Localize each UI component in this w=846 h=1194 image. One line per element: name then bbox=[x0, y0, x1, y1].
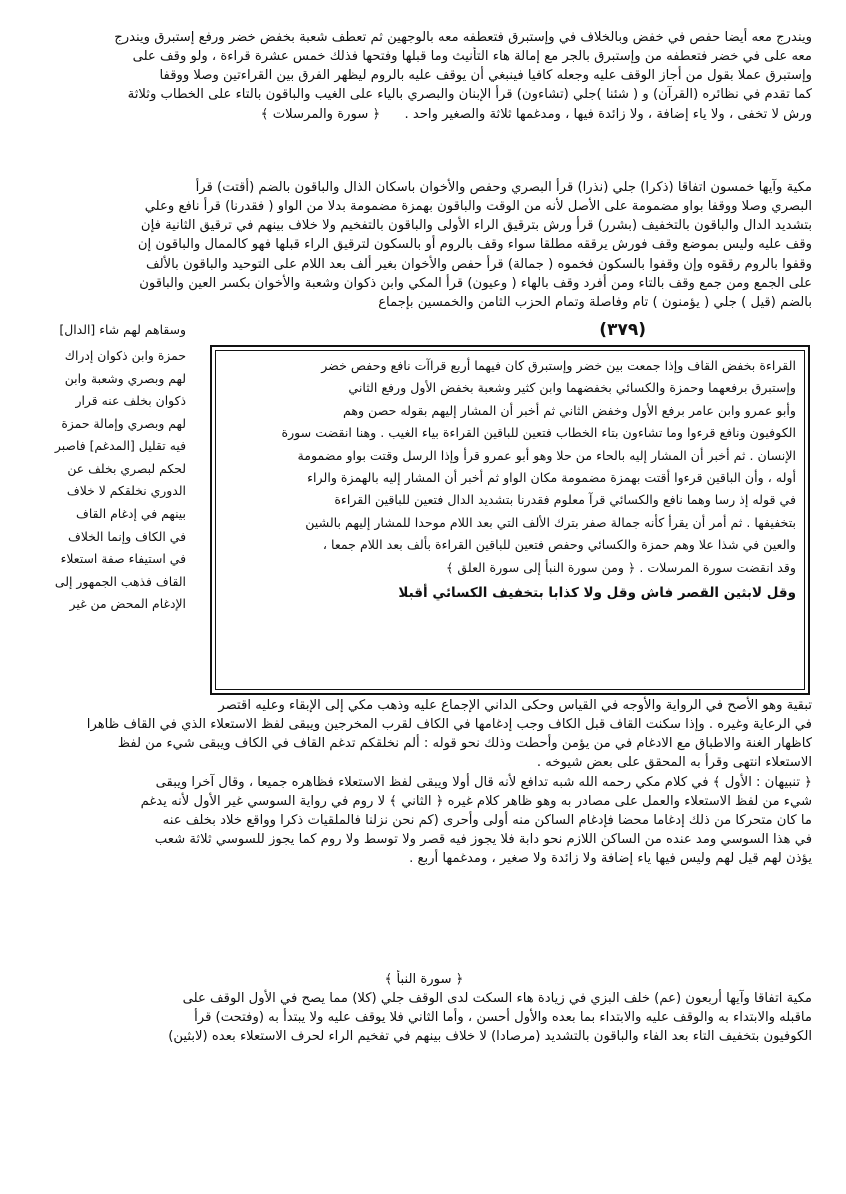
side-line: في الكاف وإنما الخلاف bbox=[67, 528, 186, 544]
side-line: لهم وبصري وإمالة حمزة bbox=[61, 415, 186, 431]
side-line: فيه تقليل [المدغم] فاصبر bbox=[54, 438, 186, 454]
framed-line: وقد انقضت سورة المرسلات . ﴿ ومن سورة النبأ إلى سورة العلق ﴾ bbox=[446, 559, 796, 575]
surah-naba-heading: ﴿ سورة النبأ ﴾ bbox=[384, 972, 464, 987]
side-line: بينهم في إدغام القاف bbox=[76, 506, 186, 522]
text-line: مكية وآيها خمسون اتفاقا (ذكرا) جلي (نذرا) قرأ البصري وحفص والأخوان باسكان الذال والباقون بالضم (أقتت) قرأ bbox=[195, 180, 812, 195]
text-segment: ورش لا تخفى ، ولا ياء إضافة ، ولا زائدة فيها ، ومدغمها ثلاثة والصغير واحد . bbox=[404, 106, 812, 122]
text-line: البصري وصلا ووقفا بواو مضمومة على الأصل لأنه من الوقت والباقون بهمزة مضمومة بدلا من الواو ( فقدرنا) قرأ نافع وعلي bbox=[144, 199, 812, 215]
side-line: لحكم لبصري بخلف عن bbox=[67, 460, 186, 476]
text-line bbox=[36, 105, 812, 124]
mursalat-paragraph bbox=[36, 178, 812, 312]
framed-line: الإنسان . ثم أخبر أن المشار إليه بالحاء من حلا وهو أبو عمرو قرأ وإذا الرسل وقتت بواو مضمومة bbox=[297, 447, 796, 463]
after-box-paragraph bbox=[36, 696, 812, 868]
text-line: مكية اتفاقا وآيها أربعون (عم) خلف البزي في زيادة هاء السكت لدى الوقف جلي (كلا) مما يصح في الأول الوقف على bbox=[182, 991, 812, 1007]
framed-line: القراءة بخفض القاف وإذا جمعت بين خضر وإستبرق كان فيهما أربع قراآت نافع وحفص خضر bbox=[321, 358, 796, 373]
text-line: شيء من لفظ الاستعلاء والعمل على مصادر به وهو ظاهر كلام غيره ﴿ الثاني ﴾ لا روم في رواية السوسي غير الأول لأنه يدغم bbox=[140, 793, 812, 809]
framed-commentary-box bbox=[210, 345, 810, 695]
framed-text bbox=[224, 355, 796, 605]
text-line: يؤذن لهم قيل لهم وليس فيها ياء إضافة ولا زائدة ولا صغير ، ومدغمها أربع . bbox=[409, 851, 812, 867]
side-line: الدوري نخلقكم لا خلاف bbox=[66, 483, 186, 499]
text-line bbox=[36, 293, 812, 312]
text-line: في الرعاية وغيره . وإذا سكنت القاف قبل الكاف وجب إدغامها في الكاف لقرب المخرجين ويبقى لفظ الاستعلاء الذي في القاف ظاهرا bbox=[86, 717, 812, 733]
side-line: ذكوان بخلف عنه قرار bbox=[75, 393, 186, 409]
side-header-text: وسقاهم لهم شاء bbox=[99, 322, 186, 337]
text-line: الكوفيون بتخفيف التاء بعد الفاء والباقون بالتشديد (مرصادا) لا خلاف بينهم في تفخيم الراء لحرف الاستعلاء بعده (لابثين) bbox=[168, 1029, 812, 1045]
text-line: على الجمع ومن جمع وقف بالتاء ومن أفرد وقف بالهاء ( وعيون) قرأ المكي وابن ذكوان وشعبة والأخوان بكسر العين والباقون bbox=[139, 275, 812, 291]
framed-line: والعين في شذا علا وهم حمزة والكسائي وحفص فتعين للباقين القراءة بألف بعد اللام جمعا ، bbox=[322, 537, 796, 553]
dal-label: [الدال] bbox=[59, 322, 96, 337]
text-line: الاستعلاء انتهى وقرأ به المحقق على بعض شيوخه . bbox=[536, 755, 812, 771]
side-line: القاف فذهب الجمهور إلى bbox=[54, 573, 186, 589]
verse-line: وقل لابثين القصر فاش وقل ولا كذابا بتخفيف الكسائي أقبلا bbox=[398, 585, 796, 602]
text-line: وقفوا بالروم رققوه وإن وقفوا بالسكون فخموه ( جمالة) قرأ حفص والأخوان بغير ألف بعد اللام على التوحيد والباقون بالألف bbox=[145, 256, 812, 272]
side-line: لهم وبصري وشعبة وابن bbox=[64, 370, 186, 386]
text-line: ويندرج معه أيضا حفص في خفض وبالخلاف في وإستبرق فتعطفه معه بالوجهين ثم تعطف شعبة بخفض خضر ورفع إستبرق ويندرج bbox=[114, 30, 812, 45]
framed-line: في قوله إذ رسا وهما نافع والكسائي قرآ معلوم فقدرنا بتشديد الدال فتعين للباقين القراءة bbox=[334, 492, 796, 508]
framed-line: الكوفيون ونافع قرءوا وما تشاءون بتاء الخطاب فتعين للباقين القراءة بياء الغيب . وهنا انقضت سورة bbox=[281, 425, 796, 441]
framed-line: بتخفيفها . ثم أمر أن يقرأ كأنه جمالة صفر بترك الألف التي بعد اللام موحدا للمشار إليهم بالشين bbox=[305, 514, 796, 530]
text-line: ﴿ تنبيهان : الأول ﴾ في كلام مكي رحمه الله شبه تدافع لأنه قال أولا ويبقى لفظ الاستعلاء فظاهره جميعا ، وقال آخرا ويبقى bbox=[155, 774, 812, 790]
top-paragraph bbox=[36, 28, 812, 124]
text-line: ما كان متحركا من ذلك إدغاما محضا فإدغام الساكن منه أولى وأحرى (كم نحن نزلنا فالملقيات ذكرا وواقع خلاد بخلف عنه bbox=[162, 812, 812, 828]
side-column bbox=[36, 345, 186, 616]
side-column-header bbox=[36, 322, 186, 337]
text-line: كاظهار الغنة والاطباق مع الادغام في من يؤمن وأحطت وذلك نحو قوله : ألم نخلقكم تدغم القاف في الكاف ويبقى شيء من لفظ bbox=[117, 736, 812, 752]
text-line: ماقبله والابتداء به والوقف عليه والابتداء بما بعده والأول أحسن ، وأما الثاني فلا يوقف عليه ولا يبتدأ به (وفتحت) قرأ bbox=[194, 1010, 812, 1026]
text-segment: بالضم (قيل ) جلي ( يؤمنون ) تام وفاصلة وتمام الحزب الثامن والخمسين بإجماع bbox=[378, 294, 812, 310]
framed-line: وإستبرق برفعهما وحمزة والكسائي بخفضهما وابن كثير وشعبة بخفض الأول ورفع الثاني bbox=[348, 380, 796, 396]
side-line: في استيفاء صفة استعلاء bbox=[60, 551, 186, 567]
surah-mursalat-heading: ﴿ سورة والمرسلات ﴾ bbox=[260, 106, 381, 122]
framed-line: أوله ، وأن الباقين قرءوا أقتت بهمزة مضمومة مكان الواو ثم أخبر أن المشار إليه بالهمزة والراء bbox=[307, 470, 796, 486]
side-line: حمزة وابن ذكوان إدراك bbox=[64, 348, 186, 363]
naba-section bbox=[36, 970, 812, 1047]
text-line: تبقية وهو الأصح في الرواية والأوجه في القياس وحكى الداني الإجماع عليه وذهب مكي إلى الإبقاء وعليه اقتصر bbox=[218, 698, 812, 713]
text-line: معه على في خضر فتعطفه من وإستبرق بالجر مع إمالة هاء التأنيث وما قبلها وفتحها فذلك خمس عشرة قراءة ، ولو وقف على bbox=[132, 49, 812, 65]
text-line: وقف عليه وليس بموضع وقف فورش يرققه مطلقا سواء وقف بالروم أو بالسكون لترقيق الراء قبلها فهو كالممال والباقون إن bbox=[137, 237, 812, 253]
text-line: كما تقدم في نظائره (القرآن) و ( شئنا )جلي (تشاءون) قرأ الإبنان والبصري بالياء على الغيب والباقون بالتاء على الخطاب وثلاثة bbox=[127, 87, 812, 103]
side-line: الإدغام المحض من غير bbox=[69, 596, 186, 612]
text-line: في هذا السوسي ومد عنده من الساكن اللازم نحو دابة فلا يجوز فيه قصر ولا توسط ولا روم كما يجوز للسوسي ثلاثة شعب bbox=[154, 831, 812, 847]
page-number: (٣٧٩) bbox=[599, 320, 646, 340]
text-line: وإستبرق عملا بقول من أجاز الوقف عليه وجعله كافيا فينبغي أن يوقف عليه بالروم ليظهر الفرق بين القراءتين وصلا ووقفا bbox=[159, 68, 812, 84]
framed-line: وأبو عمرو وابن عامر برفع الأول وخفض الثاني ثم أخبر أن المشار إليهم بقوله حصن وهم bbox=[342, 402, 796, 418]
text-line: بتشديد الدال والباقون بالتخفيف (بشرر) قرأ ورش بترقيق الراء الأولى والباقون بالتفخيم ولا خلاف بينهم في ترقيق الثانية فإن bbox=[140, 218, 812, 234]
